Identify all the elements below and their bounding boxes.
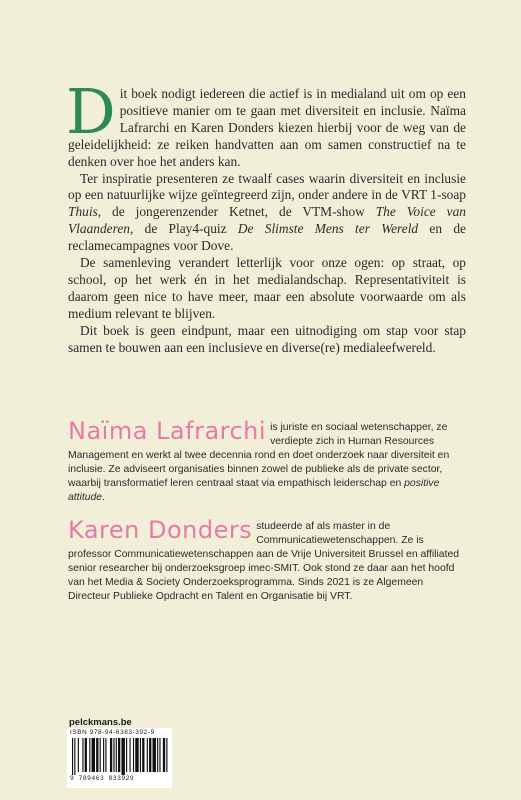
intro-paragraph [68, 323, 466, 357]
barcode-bar [118, 738, 120, 772]
intro-paragraph [66, 75, 466, 171]
barcode-bar [85, 738, 87, 772]
isbn-barcode-box [67, 728, 172, 788]
barcode-bar [89, 738, 90, 772]
barcode-bar [82, 738, 83, 772]
barcode-bar [92, 738, 95, 772]
barcode-bar [126, 738, 127, 772]
text-run: it boek nodigt iedereen die actief is in medialand uit om op een positieve manier om te gaan met diversiteit en inclusie. Naïma Lafrarchi en Karen Donders kiezen hierbij voor de weg van de geleidelijkheid: ze reiken handvatten aan om samen constructief na te denken over hoe het anders kan. [68, 86, 466, 169]
author-bio-donders [68, 516, 466, 605]
barcode-bar [153, 738, 156, 772]
intro-blurb [66, 75, 466, 357]
text-run: , de Play4-quiz [129, 221, 238, 237]
text-run: is juriste en sociaal wetenschapper, ze verdiepte zich in Human Resources Management en werkt al twee decennia rond en doet onderzoek naar diversiteit en inclusie. Ze adviseert organisaties binnen zowel de publieke als de private sector, waarbij transformatief leren centraal staat via empathisch leiderschap en [68, 422, 450, 490]
barcode-bar [147, 738, 148, 772]
barcode-bar [110, 738, 112, 772]
barcode-bar [100, 738, 101, 772]
text-run: Ter inspiratie presenteren ze twaalf cases waarin diversiteit en inclusie op een natuurlijke wijze geïntegreerd zijn, onder andere in de VRT 1-soap [68, 170, 466, 203]
barcode-digits: 9 789463 833929 [70, 775, 135, 782]
isbn-label: ISBN 978-94-6383-392-9 [70, 729, 155, 736]
text-run: Dit boek is geen eindpunt, maar een uitnodiging om stap voor stap samen te bouwen aan een inclusieve en diverse(re) medialeefwereld. [68, 322, 466, 355]
barcode-bar [166, 738, 167, 772]
author-name: Karen Donders [68, 516, 253, 544]
text-run: studeerde af als master in de Communicatiewetenschappen. Ze is professor Communicatiewetenschappen aan de Vrije Universiteit Brussel en affiliated senior researcher bij onderzoeksgroep imec-SMIT. Ook stond ze daar aan het hoofd van het Media & Society Onderzoeksprogramma. Sinds 2021 is ze Algemeen Directeur Publieke Opdracht en Talent en Organisatie bij VRT. [68, 521, 460, 603]
barcode-bar [157, 738, 158, 772]
barcode-bar [159, 738, 160, 772]
intro-paragraph [68, 255, 466, 323]
barcode-bar [130, 738, 131, 772]
barcode-bar [149, 738, 151, 772]
barcode-bar [116, 738, 117, 772]
italic-text: positive attitude [68, 478, 440, 504]
author-bio-lafrarchi [68, 417, 466, 506]
barcode-bar [96, 738, 98, 772]
barcode [70, 738, 170, 775]
barcode-bar [135, 738, 138, 772]
text-run: en de reclamecampagnes voor Dove. [68, 221, 466, 254]
italic-text: The Voice van Vlaanderen [68, 204, 466, 237]
barcode-bar [103, 738, 104, 772]
text-run: . [102, 492, 105, 504]
italic-text: De Slimste Mens ter Wereld [237, 221, 419, 237]
barcode-bar [74, 738, 75, 775]
barcode-bar [78, 738, 79, 772]
text-run: , de jongerenzender Ketnet, de VTM-show [97, 204, 376, 220]
intro-paragraphs [66, 75, 466, 357]
italic-text: Thuis [68, 204, 98, 220]
drop-cap: D [66, 75, 116, 148]
intro-paragraph [68, 171, 466, 256]
publisher-url: pelckmans.be [69, 717, 132, 728]
barcode-bar [121, 738, 124, 775]
barcode-bar [163, 738, 165, 772]
barcode-bar [133, 738, 134, 772]
barcode-bar [140, 738, 141, 772]
author-name: Naïma Lafrarchi [68, 417, 267, 445]
barcode-bar [113, 738, 114, 772]
text-run: De samenleving verandert letterlijk voor onze ogen: op straat, op school, op het werk én in het medialandschap. Representativiteit is daarom geen nice to have meer, maar een absolute voorwaarde om als medium relevant te blijven. [68, 255, 466, 321]
barcode-bar [142, 738, 144, 772]
barcode-bar [105, 738, 106, 772]
barcode-bar [72, 738, 73, 775]
